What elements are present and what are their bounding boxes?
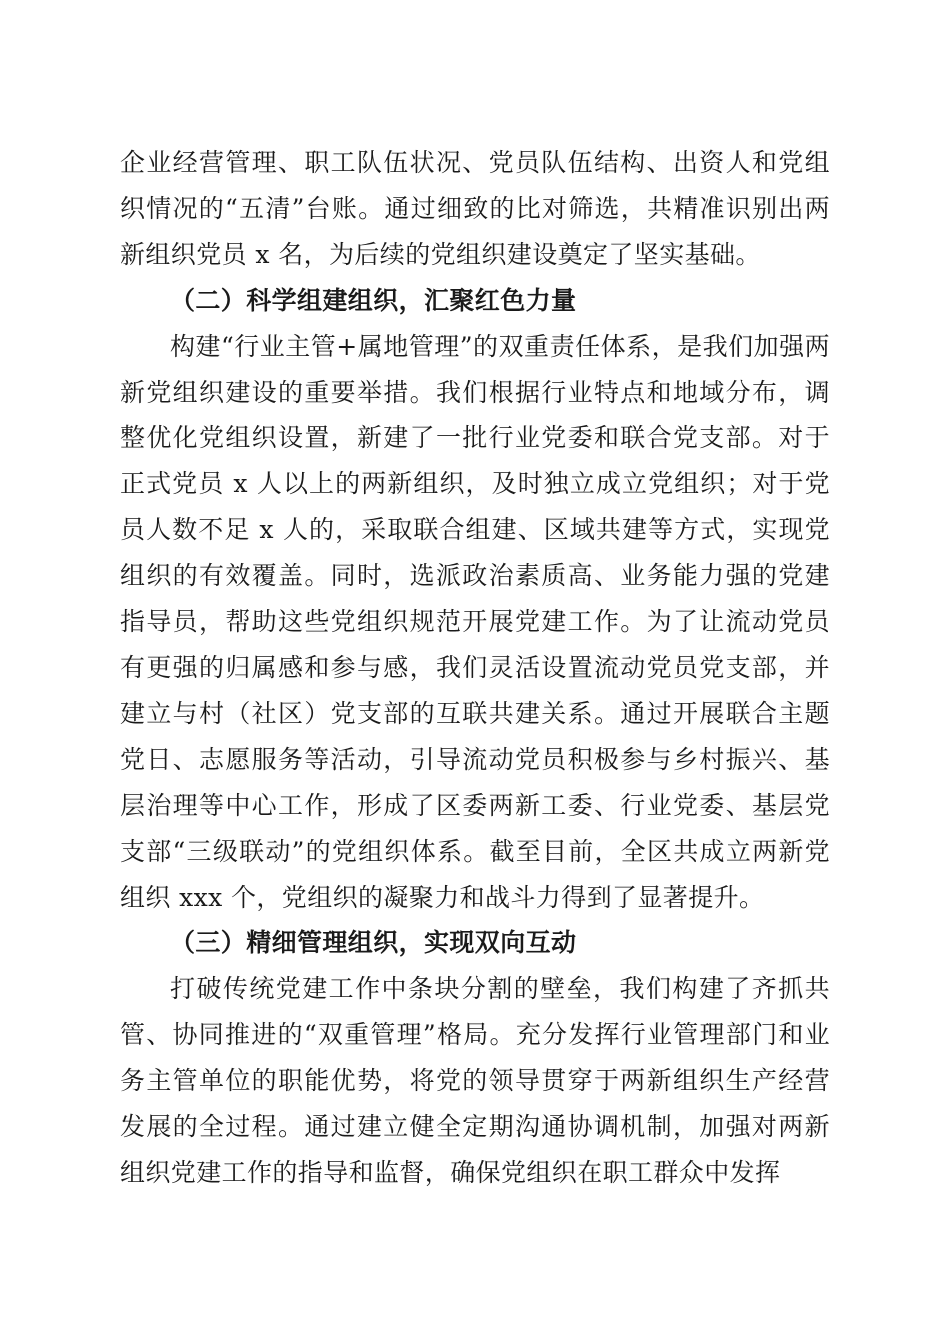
paragraph-section-3-body: 打破传统党建工作中条块分割的壁垒，我们构建了齐抓共管、协同推进的“双重管理”格局。充分发挥行业管理部门和业务主管单位的职能优势，将党的领导贯穿于两新组织生产经营发展的全过程。通过建立健全定期沟通协调机制，加强对两新组织党建工作的指导和监督，确保党组织在职工群众中发挥 — [120, 974, 830, 1187]
section-heading-2: （二）科学组建组织，汇聚红色力量 — [170, 285, 577, 315]
paragraph-continuation: 企业经营管理、职工队伍状况、党员队伍结构、出资人和党组织情况的“五清”台账。通过细致的比对筛选，共精准识别出两新组织党员 x 名，为后续的党组织建设奠定了坚实基础。 — [120, 148, 830, 269]
paragraph-section-2-body: 构建“行业主管+属地管理”的双重责任体系，是我们加强两新党组织建设的重要举措。我们根据行业特点和地域分布，调整优化党组织设置，新建了一批行业党委和联合党支部。对于正式党员 x 人以上的两新组织，及时独立成立党组织；对于党员人数不足 x 人的，采取联合组建、区域共建等方式，实现党组织的有效覆盖。同时，选派政治素质高、业务能力强的党建指导员，帮助这些党组织规范开展党建工作。为了让流动党员有更强的归属感和参与感，我们灵活设置流动党员党支部，并建立与村（社区）党支部的互联共建关系。通过开展联合主题党日、志愿服务等活动，引导流动党员积极参与乡村振兴、基层治理等中心工作，形成了区委两新工委、行业党委、基层党支部“三级联动”的党组织体系。截至目前，全区共成立两新党组织 xxx 个，党组织的凝聚力和战斗力得到了显著提升。 — [120, 331, 830, 912]
section-heading-3: （三）精细管理组织，实现双向互动 — [170, 928, 577, 958]
document-body — [120, 140, 830, 1196]
